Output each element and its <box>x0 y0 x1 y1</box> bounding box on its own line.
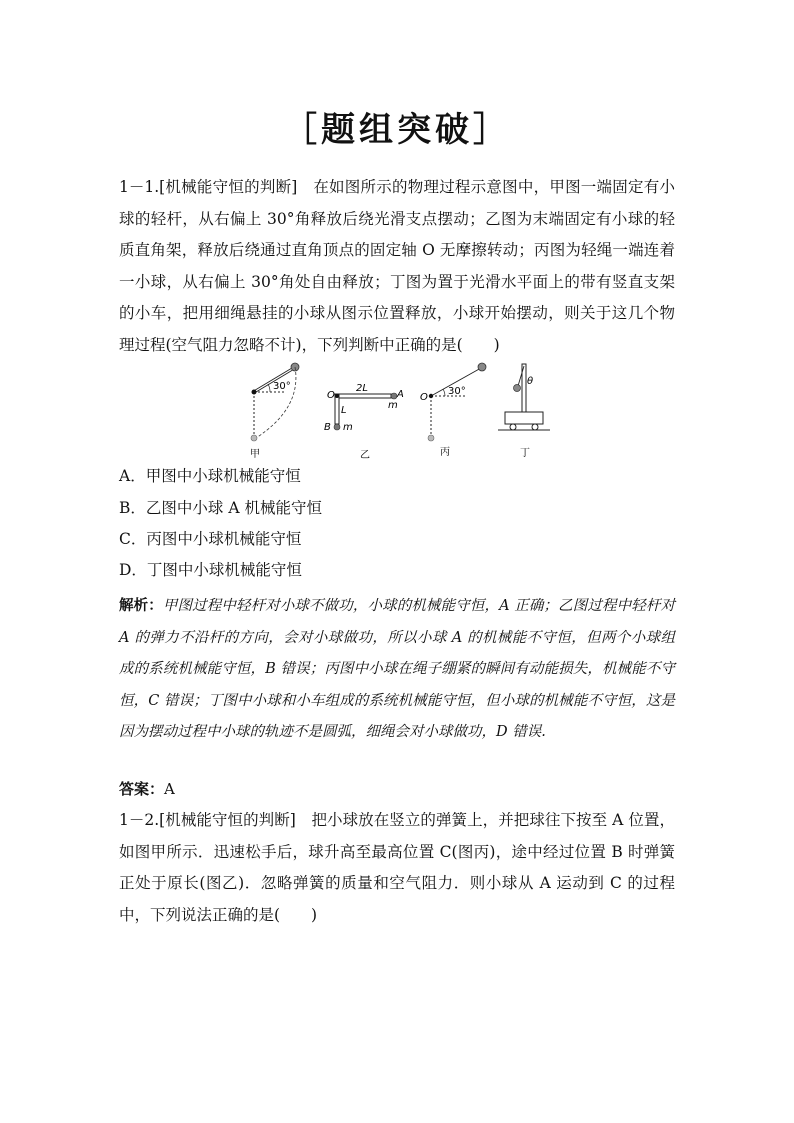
question-text: 在如图所示的物理过程示意图中，甲图一端固定有小球的轻杆，从右偏上 30°角释放后绕光滑支点摆动；乙图为末端固定有小球的轻质直角架，释放后绕通过直角顶点的固定轴 O 无摩擦转动；丙图为轻绳一端连着一小球，从右偏上 30°角处自由释放；丁图为置于光滑水平面上的带有竖直支架的小车，把用细绳悬挂的小球从图示位置释放，小球开始摆动，则关于这几个物理过程(空气阻力忽略不计)，下列判断中正确的是( ) <box>119 178 675 354</box>
point-label-a: A <box>397 389 404 400</box>
question-tag: [机械能守恒的判断] <box>159 178 298 196</box>
angle-label-bing: 30° <box>448 386 466 397</box>
figure-yi <box>324 383 404 461</box>
answer-label: 答案： <box>119 780 165 798</box>
answer-block <box>119 777 175 801</box>
point-label-b: B <box>324 422 331 433</box>
question-text: 把小球放在竖立的弹簧上，并把球往下按至 A 位置，如图甲所示．迅速松手后，球升高至最高位置 C(图丙)，途中经过位置 B 时弹簧正处于原长(图乙)．忽略弹簧的质量和空气阻力．则小球从 A 运动到 C 的过程中，下列说法正确的是( ) <box>119 811 675 924</box>
question-tag: [机械能守恒的判断] <box>159 811 296 829</box>
analysis-text: 甲图过程中轻杆对小球不做功，小球的机械能守恒，A 正确；乙图过程中轻杆对 A 的弹力不沿杆的方向，会对小球做功，所以小球 A 的机械能不守恒，但两个小球组成的系统机械能守恒，B 错误；丙图中小球在绳子绷紧的瞬间有动能损失，机械能不守恒，C 错误；丁图中小球和小车组成的系统机械能守恒，但小球的机械能不守恒，这是因为摆动过程中小球的轨迹不是圆弧，细绳会对小球做功，D 错误. <box>119 598 676 740</box>
answer-value: A <box>164 780 175 798</box>
option-d: D．丁图中小球机械能守恒 <box>119 561 302 579</box>
option-b: B．乙图中小球 A 机械能守恒 <box>119 499 322 517</box>
figure-jia <box>250 363 299 460</box>
pivot-label-bing: O <box>420 392 428 403</box>
question-number: 1－2. <box>119 811 160 829</box>
mass-label-a: m <box>388 400 398 411</box>
theta-label: θ <box>527 376 534 387</box>
length-label-l: L <box>341 405 347 416</box>
option-a: A．甲图中小球机械能守恒 <box>119 467 301 485</box>
figure-bing <box>420 363 486 458</box>
physics-figure <box>240 358 560 462</box>
length-label-2l: 2L <box>356 383 368 394</box>
caption-jia: 甲 <box>250 449 260 460</box>
caption-yi: 乙 <box>360 450 370 461</box>
caption-bing: 丙 <box>440 447 450 458</box>
caption-ding: 丁 <box>520 448 530 459</box>
pivot-label-yi: O <box>327 390 335 401</box>
mass-label-b: m <box>343 422 353 433</box>
analysis-block <box>119 590 675 749</box>
option-c: C．丙图中小球机械能守恒 <box>119 530 302 548</box>
analysis-label: 解析： <box>119 597 163 614</box>
page-title: ［题组突破］ <box>283 110 511 150</box>
question-1-2 <box>119 805 675 931</box>
figure-ding <box>498 364 550 459</box>
question-1-1 <box>119 172 675 361</box>
question-number: 1－1. <box>119 178 160 196</box>
angle-label-jia: 30° <box>273 381 291 392</box>
